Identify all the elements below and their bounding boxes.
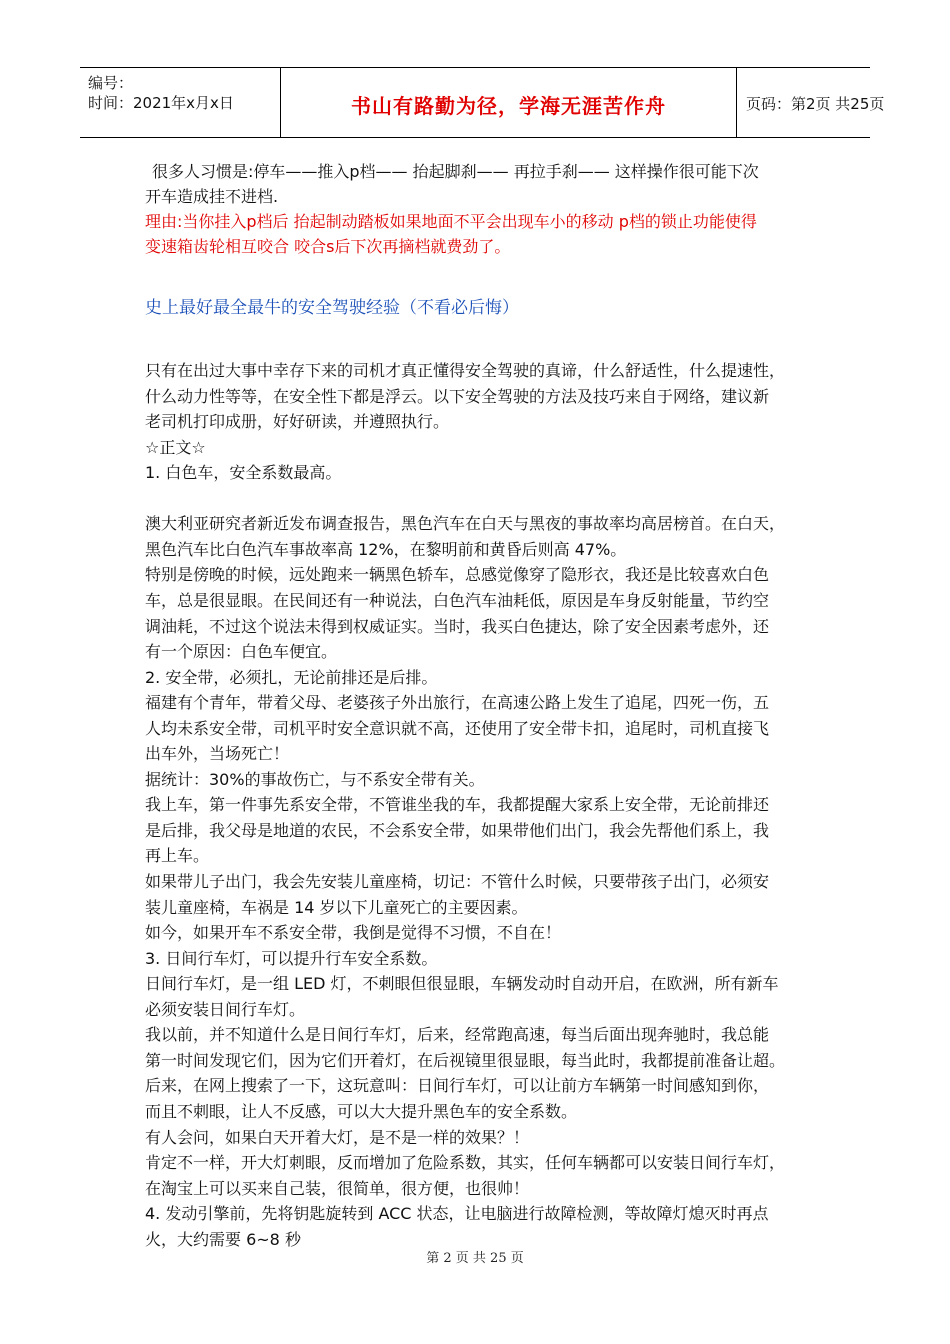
motto: 书山有路勤为径，学海无涯苦作舟: [351, 94, 666, 118]
body-line: 1. 白色车，安全系数最高。: [145, 463, 342, 483]
header-motto-cell: [280, 68, 737, 137]
section-title: 史上最好最全最牛的安全驾驶经验（不看必后悔）: [145, 298, 519, 318]
body-line: 而且不刺眼，让人不反感，可以大大提升黑色车的安全系数。: [145, 1101, 578, 1121]
body-line: 我上车，第一件事先系安全带，不管谁坐我的车，我都提醒大家系上安全带，无论前排还: [145, 795, 770, 815]
body-line: 后来，在网上搜索了一下，这玩意叫：日间行车灯，可以让前方车辆第一时间感知到你，: [145, 1076, 770, 1096]
body-line: 装儿童座椅，车祸是 14 岁以下儿童死亡的主要因素。: [145, 897, 528, 917]
intro-line-2: 开车造成挂不进档.: [145, 187, 279, 206]
body-line: 出车外，当场死亡！: [145, 744, 290, 764]
body-line: 3. 日间行车灯，可以提升行车安全系数。: [145, 948, 438, 968]
body-line: 有人会问，如果白天开着大灯，是不是一样的效果？！: [145, 1127, 530, 1147]
body-line: 在淘宝上可以买来自己装，很简单，很方便，也很帅！: [145, 1178, 530, 1198]
header-meta: [80, 68, 280, 137]
date-label: 时间：2021年x月x日: [88, 94, 234, 112]
body-line: 肯定不一样，开大灯刺眼，反而增加了危险系数，其实，任何车辆都可以安装日间行车灯，: [145, 1153, 786, 1173]
body-line: 火，大约需要 6~8 秒: [145, 1229, 301, 1249]
body-line: 什么动力性等等，在安全性下都是浮云。以下安全驾驶的方法及技巧来自于网络，建议新: [145, 386, 770, 406]
body-line: 据统计：30%的事故伤亡，与不系安全带有关。: [145, 769, 485, 789]
body-line: 调油耗，不过这个说法未得到权威证实。当时，我买白色捷达，除了安全因素考虑外，还: [145, 616, 770, 636]
body-line: 如果带儿子出门，我会先安装儿童座椅，切记：不管什么时候，只要带孩子出门，必须安: [145, 872, 770, 891]
body-line: 我以前，并不知道什么是日间行车灯，后来，经常跑高速，每当后面出现奔驰时，我总能: [145, 1025, 770, 1045]
body-line: 人均未系安全带，司机平时安全意识就不高，还使用了安全带卡扣，追尾时，司机直接飞: [145, 718, 770, 738]
body-line: 再上车。: [145, 846, 210, 866]
reason-line-1: 理由:当你挂入p档后 抬起制动踏板如果地面不平会出现车小的移动 p档的锁止功能使得: [145, 212, 757, 231]
body-line: 如今，如果开车不系安全带，我倒是觉得不习惯，不自在！: [145, 923, 562, 943]
body-line: 特别是傍晚的时候，远处跑来一辆黑色轿车，总感觉像穿了隐形衣，我还是比较喜欢白色: [145, 565, 770, 585]
serial-label: 编号：: [88, 74, 134, 92]
reason-line-2: 变速箱齿轮相互咬合 咬合s后下次再摘档就费劲了。: [145, 237, 511, 256]
intro-line-1: 很多人习惯是:停车——推入p档—— 抬起脚刹—— 再拉手刹—— 这样操作很可能下次: [152, 162, 759, 181]
page-header: [80, 67, 885, 138]
body-line: 有一个原因：白色车便宜。: [145, 642, 338, 662]
body-line: 4. 发动引擎前，先将钥匙旋转到 ACC 状态，让电脑进行故障检测，等故障灯熄灭时再点: [145, 1204, 769, 1224]
body-line: 车，总是很显眼。在民间还有一种说法，白色汽车油耗低，原因是车身反射能量，节约空: [145, 590, 770, 610]
body-line: 澳大利亚研究者新近发布调查报告，黑色汽车在白天与黑夜的事故率均高居榜首。在白天，: [145, 514, 786, 534]
body-line: 必须安装日间行车灯。: [145, 999, 306, 1019]
page-code: 页码：第2页 共25页: [746, 95, 885, 113]
body-line: 黑色汽车比白色汽车事故率高 12%，在黎明前和黄昏后则高 47%。: [145, 539, 627, 559]
body-line: ☆正文☆: [145, 437, 206, 457]
header-page-cell: [736, 68, 885, 137]
body-line: 第一时间发现它们，因为它们开着灯，在后视镜里很显眼，每当此时，我都提前准备让超。: [145, 1050, 786, 1070]
body-line: 福建有个青年，带着父母、老婆孩子外出旅行，在高速公路上发生了追尾，四死一伤，五: [145, 693, 770, 713]
body-line: 是后排，我父母是地道的农民，不会系安全带，如果带他们出门，我会先帮他们系上，我: [145, 820, 770, 840]
body-line: 日间行车灯，是一组 LED 灯，不刺眼但很显眼，车辆发动时自动开启，在欧洲，所有新车: [145, 974, 779, 994]
body-line: 2. 安全带，必须扎，无论前排还是后排。: [145, 667, 438, 687]
body-line: 老司机打印成册，好好研读，并遵照执行。: [145, 412, 450, 432]
page-footer: 第 2 页 共 25 页: [426, 1251, 524, 1266]
body-line: 只有在出过大事中幸存下来的司机才真正懂得安全驾驶的真谛，什么舒适性，什么提速性，: [145, 361, 786, 380]
